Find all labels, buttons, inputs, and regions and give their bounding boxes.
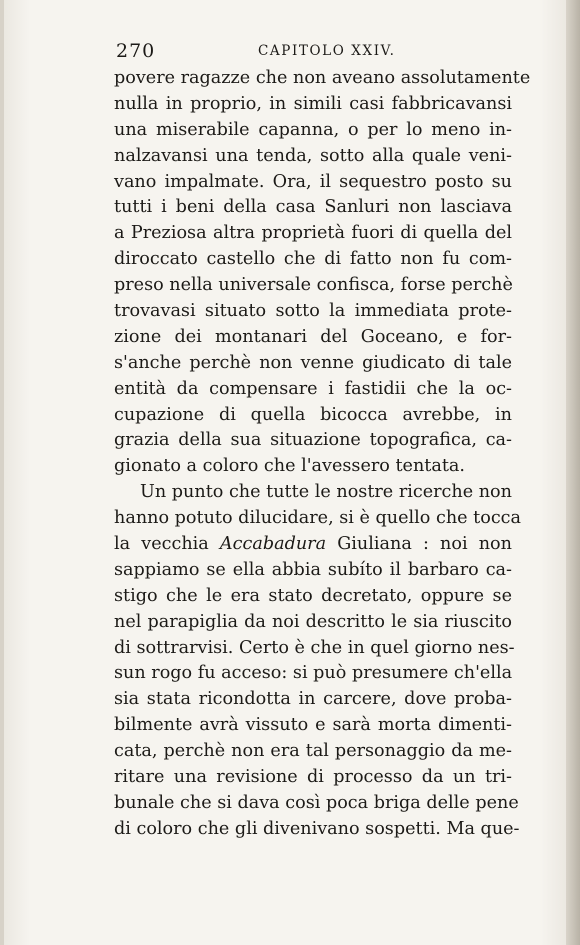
text-line: a Preziosa altra proprietà fuori di quella del <box>114 223 512 244</box>
page-right-edge <box>566 0 580 945</box>
paragraph-start-line: Un punto che tutte le nostre ricerche non <box>140 482 512 503</box>
text-line: sun rogo fu acceso: si può presumere ch'ella <box>114 663 513 684</box>
text-line: hanno potuto dilucidare, si è quello che tocca <box>114 508 522 529</box>
page-number: 270 <box>116 40 156 62</box>
text-line: tutti i beni della casa Sanluri non lasciava <box>114 197 512 218</box>
text-line: di sottrarvisi. Certo è che in quel giorno nes- <box>114 637 515 658</box>
page-header <box>116 40 516 62</box>
text-line: s'anche perchè non venne giudicato di tale <box>114 352 512 373</box>
text-line: cupazione di quella bicocca avrebbe, in <box>114 404 512 425</box>
text-line: zione dei montanari del Goceano, e for- <box>114 326 512 347</box>
text-line: vano impalmate. Ora, il sequestro posto su <box>114 171 512 192</box>
text-line-with-italic <box>114 532 512 558</box>
text-line: sappiamo se ella abbia subíto il barbaro ca- <box>114 559 512 580</box>
text-line: cata, perchè non era tal personaggio da me- <box>114 741 512 762</box>
text-line: di coloro che gli divenivano sospetti. Ma que- <box>114 818 520 839</box>
text-run: la vecchia <box>114 534 220 555</box>
text-line: entità da compensare i fastidii che la oc- <box>114 378 512 399</box>
text-line: sia stata ricondotta in carcere, dove proba- <box>114 689 512 710</box>
text-run: Giuliana : noi non <box>326 534 512 555</box>
page-left-edge <box>0 0 4 945</box>
text-line: preso nella universale confisca, forse perchè <box>114 275 513 296</box>
text-block <box>114 66 531 843</box>
text-line: ritare una revisione di processo da un tri- <box>114 767 512 788</box>
text-line: stigo che le era stato decretato, oppure se <box>114 585 512 606</box>
text-line: povere ragazze che non aveano assolutamente <box>114 68 531 88</box>
text-line: diroccato castello che di fatto non fu com- <box>114 249 512 270</box>
text-line: nel parapiglia da noi descritto le sia riuscito <box>114 611 512 632</box>
text-line: nalzavansi una tenda, sotto alla quale veni- <box>114 145 512 166</box>
running-head: CAPITOLO XXIV. <box>258 43 396 59</box>
text-line: nulla in proprio, in simili casi fabbricavansi <box>114 93 512 114</box>
text-line: grazia della sua situazione topografica, ca- <box>114 430 512 451</box>
italic-term: Accabadura <box>219 534 327 555</box>
text-line: gionato a coloro che l'avessero tentata. <box>114 456 465 477</box>
text-line: bunale che si dava così poca briga delle pene <box>114 792 519 813</box>
text-line: bilmente avrà vissuto e sarà morta dimenti- <box>114 715 512 736</box>
text-line: una miserabile capanna, o per lo meno in- <box>114 119 512 140</box>
text-line: trovavasi situato sotto la immediata prote- <box>114 301 512 322</box>
